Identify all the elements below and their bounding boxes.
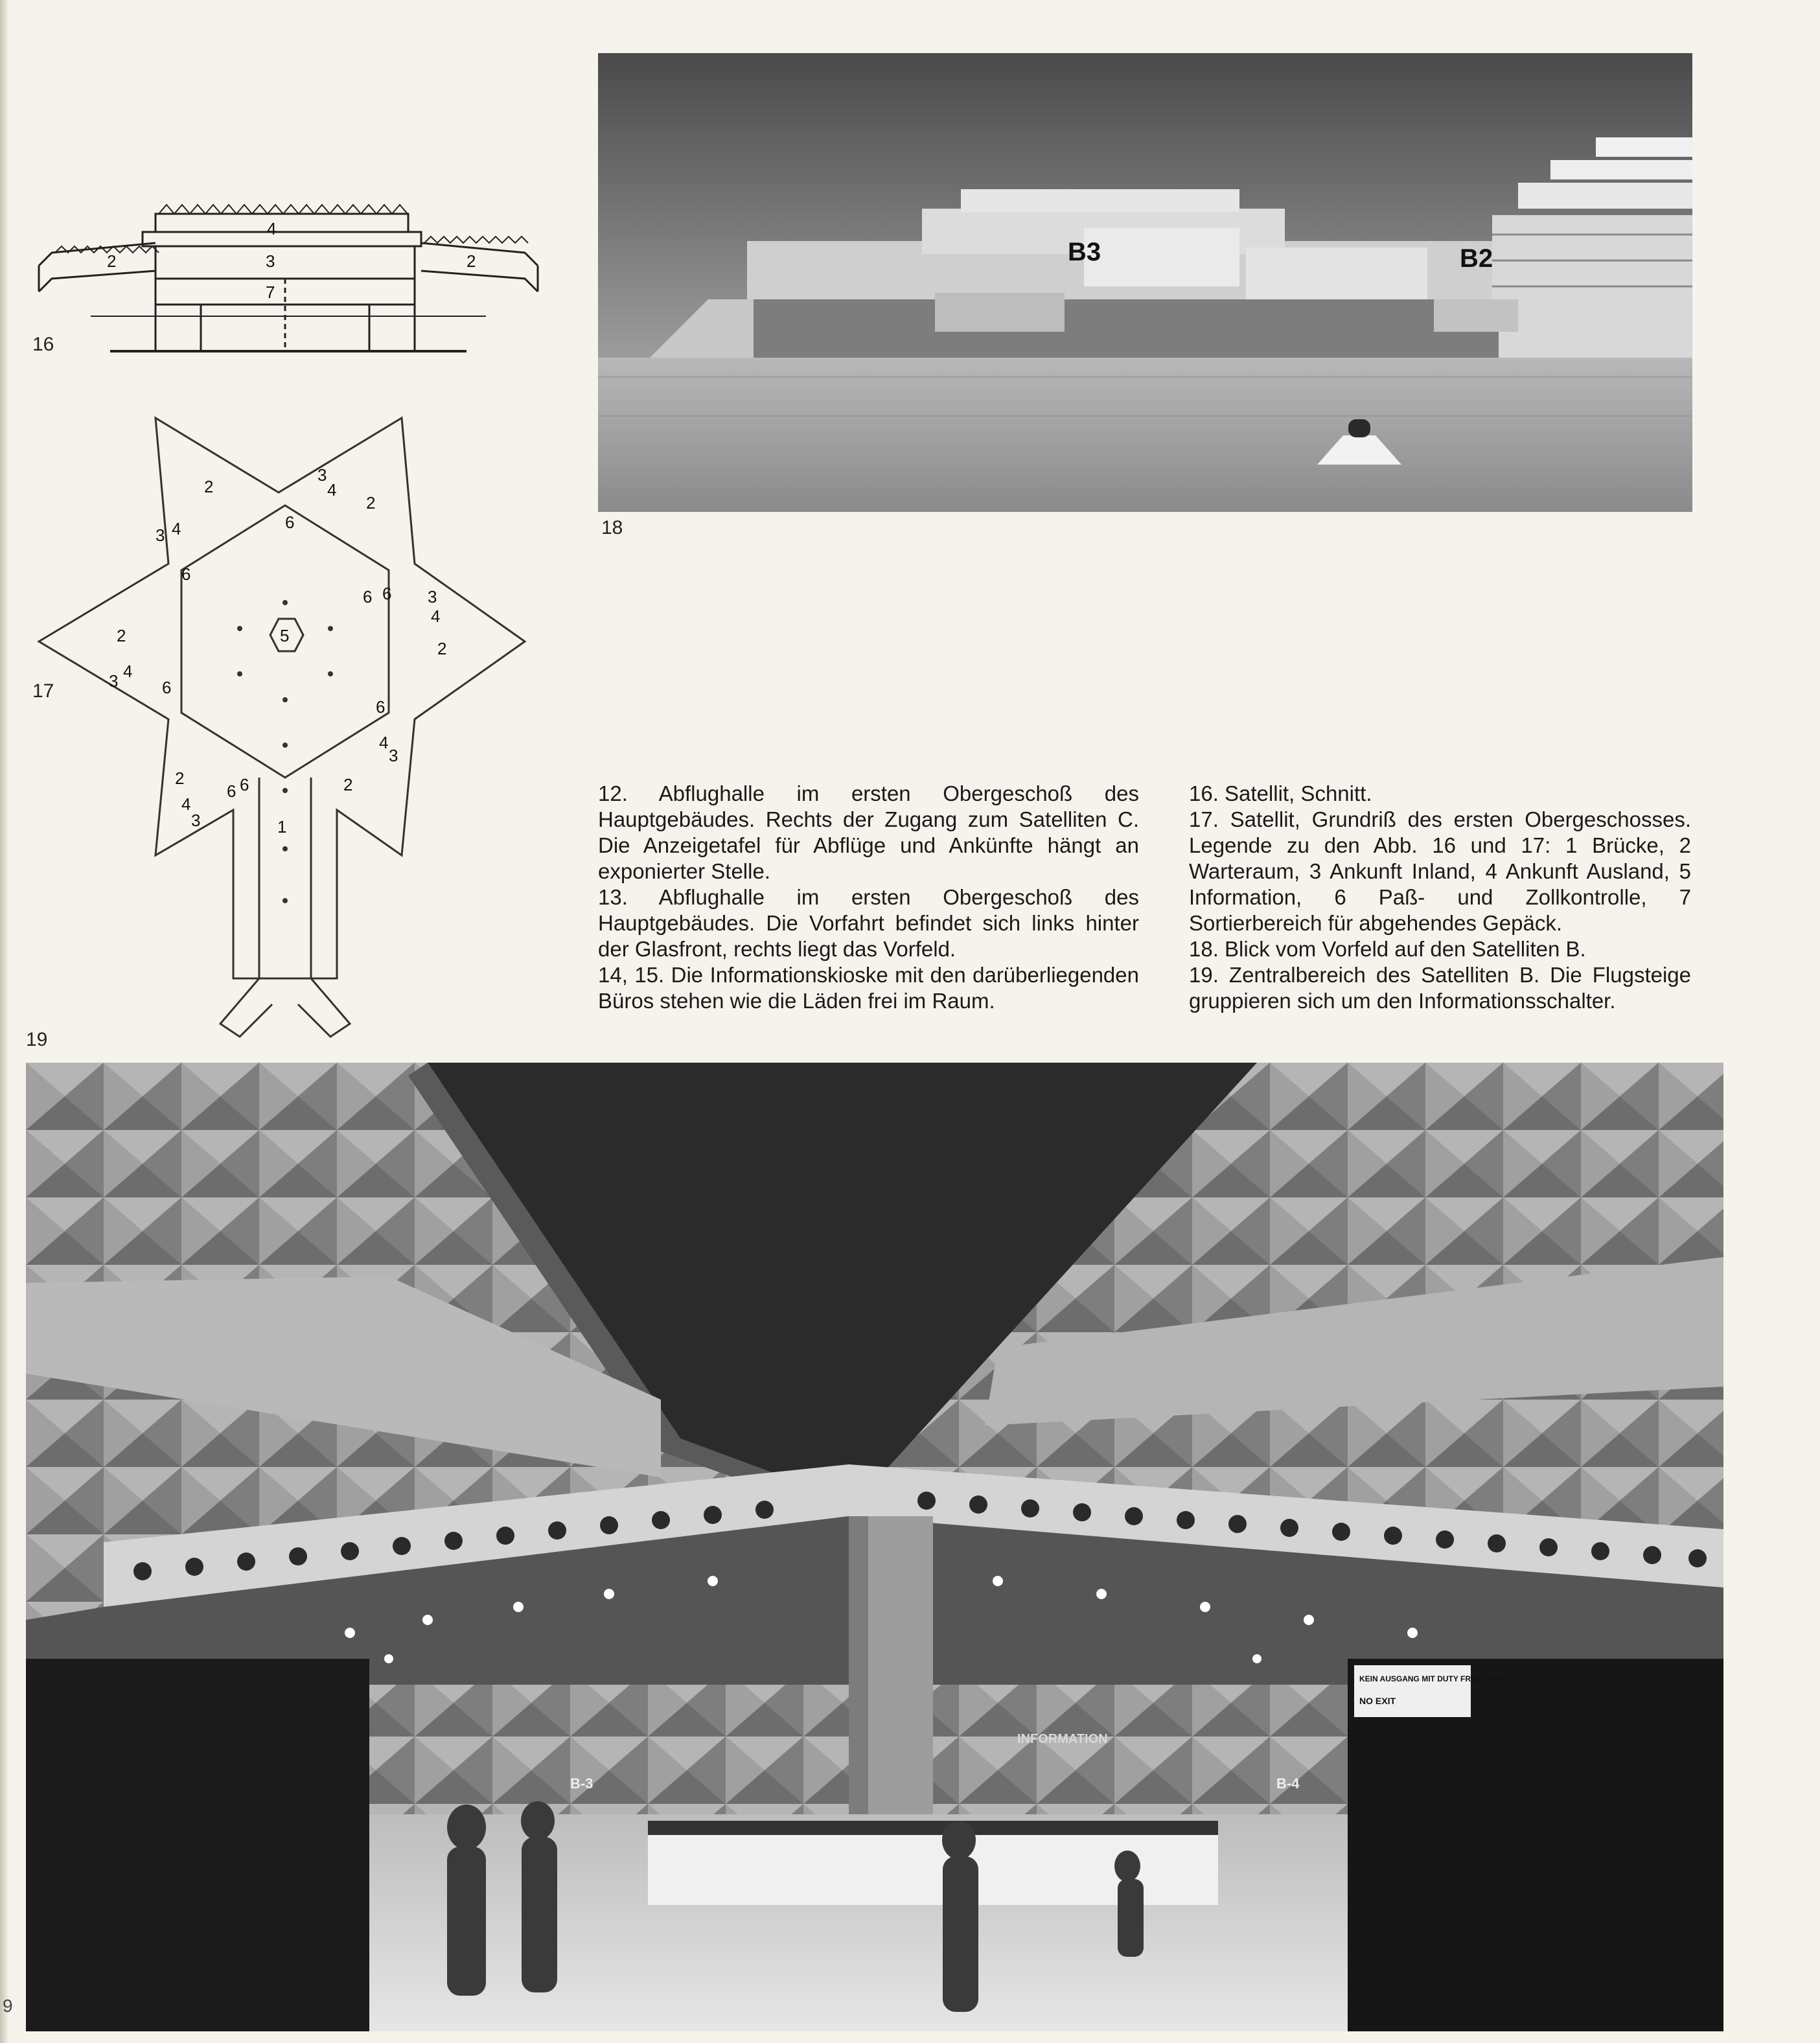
sign-no-exit-duty-free: KEIN AUSGANG MIT DUTY FREE SHOP — [1359, 1674, 1506, 1683]
fig17-label: 6 — [285, 513, 295, 532]
fig17-label: 2 — [366, 493, 376, 513]
fig17-label: 4 — [123, 662, 133, 681]
fig17-label: 6 — [240, 775, 249, 794]
sign-information: INFORMATION — [1017, 1732, 1108, 1746]
fig17-label: 3 — [317, 465, 327, 485]
fig17-label: 4 — [181, 794, 191, 814]
fig17-label: 2 — [204, 477, 214, 496]
fig16-label: 3 — [266, 251, 275, 271]
sign-b-4: B-4 — [1276, 1775, 1300, 1792]
fig17-label: 3 — [428, 587, 437, 606]
caption-18: 18. Blick vom Vorfeld auf den Satelliten B. — [1189, 937, 1586, 961]
sign-b3: B3 — [1068, 238, 1101, 266]
fig17-label: 4 — [431, 606, 441, 626]
figure-19-photo — [26, 1063, 1723, 2031]
sign-b-3: B-3 — [570, 1775, 593, 1792]
fig16-label: 7 — [266, 283, 275, 302]
figure-17-number: 17 — [32, 680, 54, 702]
fig17-label: 2 — [117, 626, 126, 645]
fig17-label: 6 — [181, 564, 191, 584]
figure-18-photo — [598, 53, 1692, 512]
fig16-label: 2 — [107, 251, 117, 271]
fig17-label: 6 — [382, 584, 392, 603]
figure-17-floor-plan — [26, 408, 551, 1050]
caption-column-1 — [598, 781, 1139, 1014]
star-plan-drawing — [26, 408, 551, 1050]
sign-b2: B2 — [1460, 244, 1493, 273]
fig17-label: 4 — [172, 519, 181, 538]
caption-column-2 — [1189, 781, 1691, 1014]
sign-no-exit: NO EXIT — [1359, 1696, 1396, 1706]
page-edge-mark: 9 — [3, 1996, 13, 2016]
fig17-label: 3 — [191, 811, 201, 830]
caption-19: 19. Zentralbereich des Satelliten B. Die Flugsteige gruppieren sich um den Informationsschalter. — [1189, 963, 1691, 1013]
fig17-label: 4 — [379, 733, 389, 752]
fig17-label: 5 — [280, 626, 290, 645]
fig17-label: 2 — [175, 768, 185, 788]
caption-16: 16. Satellit, Schnitt. — [1189, 781, 1372, 805]
fig17-label: 6 — [363, 587, 373, 606]
figure-19-number: 19 — [26, 1029, 48, 1050]
fig16-label: 2 — [467, 251, 476, 271]
satellite-exterior-image — [598, 53, 1692, 512]
fig17-label: 6 — [162, 678, 172, 697]
figure-16-number: 16 — [32, 334, 54, 355]
caption-13: 13. Abflughalle im ersten Obergeschoß des Hauptgebäudes. Die Vorfahrt befindet sich links hinter der Glasfront, rechts liegt das Vorfeld. — [598, 885, 1139, 961]
fig17-label: 1 — [277, 817, 287, 837]
section-drawing — [26, 194, 551, 363]
fig16-label: 4 — [267, 219, 277, 238]
figure-18-number: 18 — [601, 517, 623, 538]
fig17-label: 3 — [389, 746, 398, 765]
satellite-interior-image — [26, 1063, 1723, 2031]
caption-17: 17. Satellit, Grundriß des ersten Obergeschosses. Legende zu den Abb. 16 und 17: 1 Brücke, 2 Warteraum, 3 Ankunft Inland, 4 Ankunft Ausland, 5 Information, 6 Paß- und Zollkontrolle, 7 Sortierbereich für abgehendes Gepäck. — [1189, 807, 1691, 935]
caption-14-15: 14, 15. Die Informationskioske mit den darüberliegenden Büros stehen wie die Läden frei im Raum. — [598, 963, 1139, 1013]
fig17-label: 6 — [376, 697, 386, 717]
fig17-label: 6 — [227, 781, 236, 801]
book-spine-shadow — [0, 0, 9, 2043]
fig17-label: 3 — [156, 525, 165, 545]
caption-12: 12. Abflughalle im ersten Obergeschoß des Hauptgebäudes. Rechts der Zugang zum Satelliten C. Die Anzeigetafel für Abflüge und Ankünfte hängt an exponierter Stelle. — [598, 781, 1139, 883]
fig17-label: 2 — [343, 775, 353, 794]
fig17-label: 4 — [327, 480, 337, 500]
fig17-label: 3 — [109, 671, 119, 691]
fig17-label: 2 — [437, 639, 447, 658]
figure-16-section-drawing — [26, 194, 551, 363]
